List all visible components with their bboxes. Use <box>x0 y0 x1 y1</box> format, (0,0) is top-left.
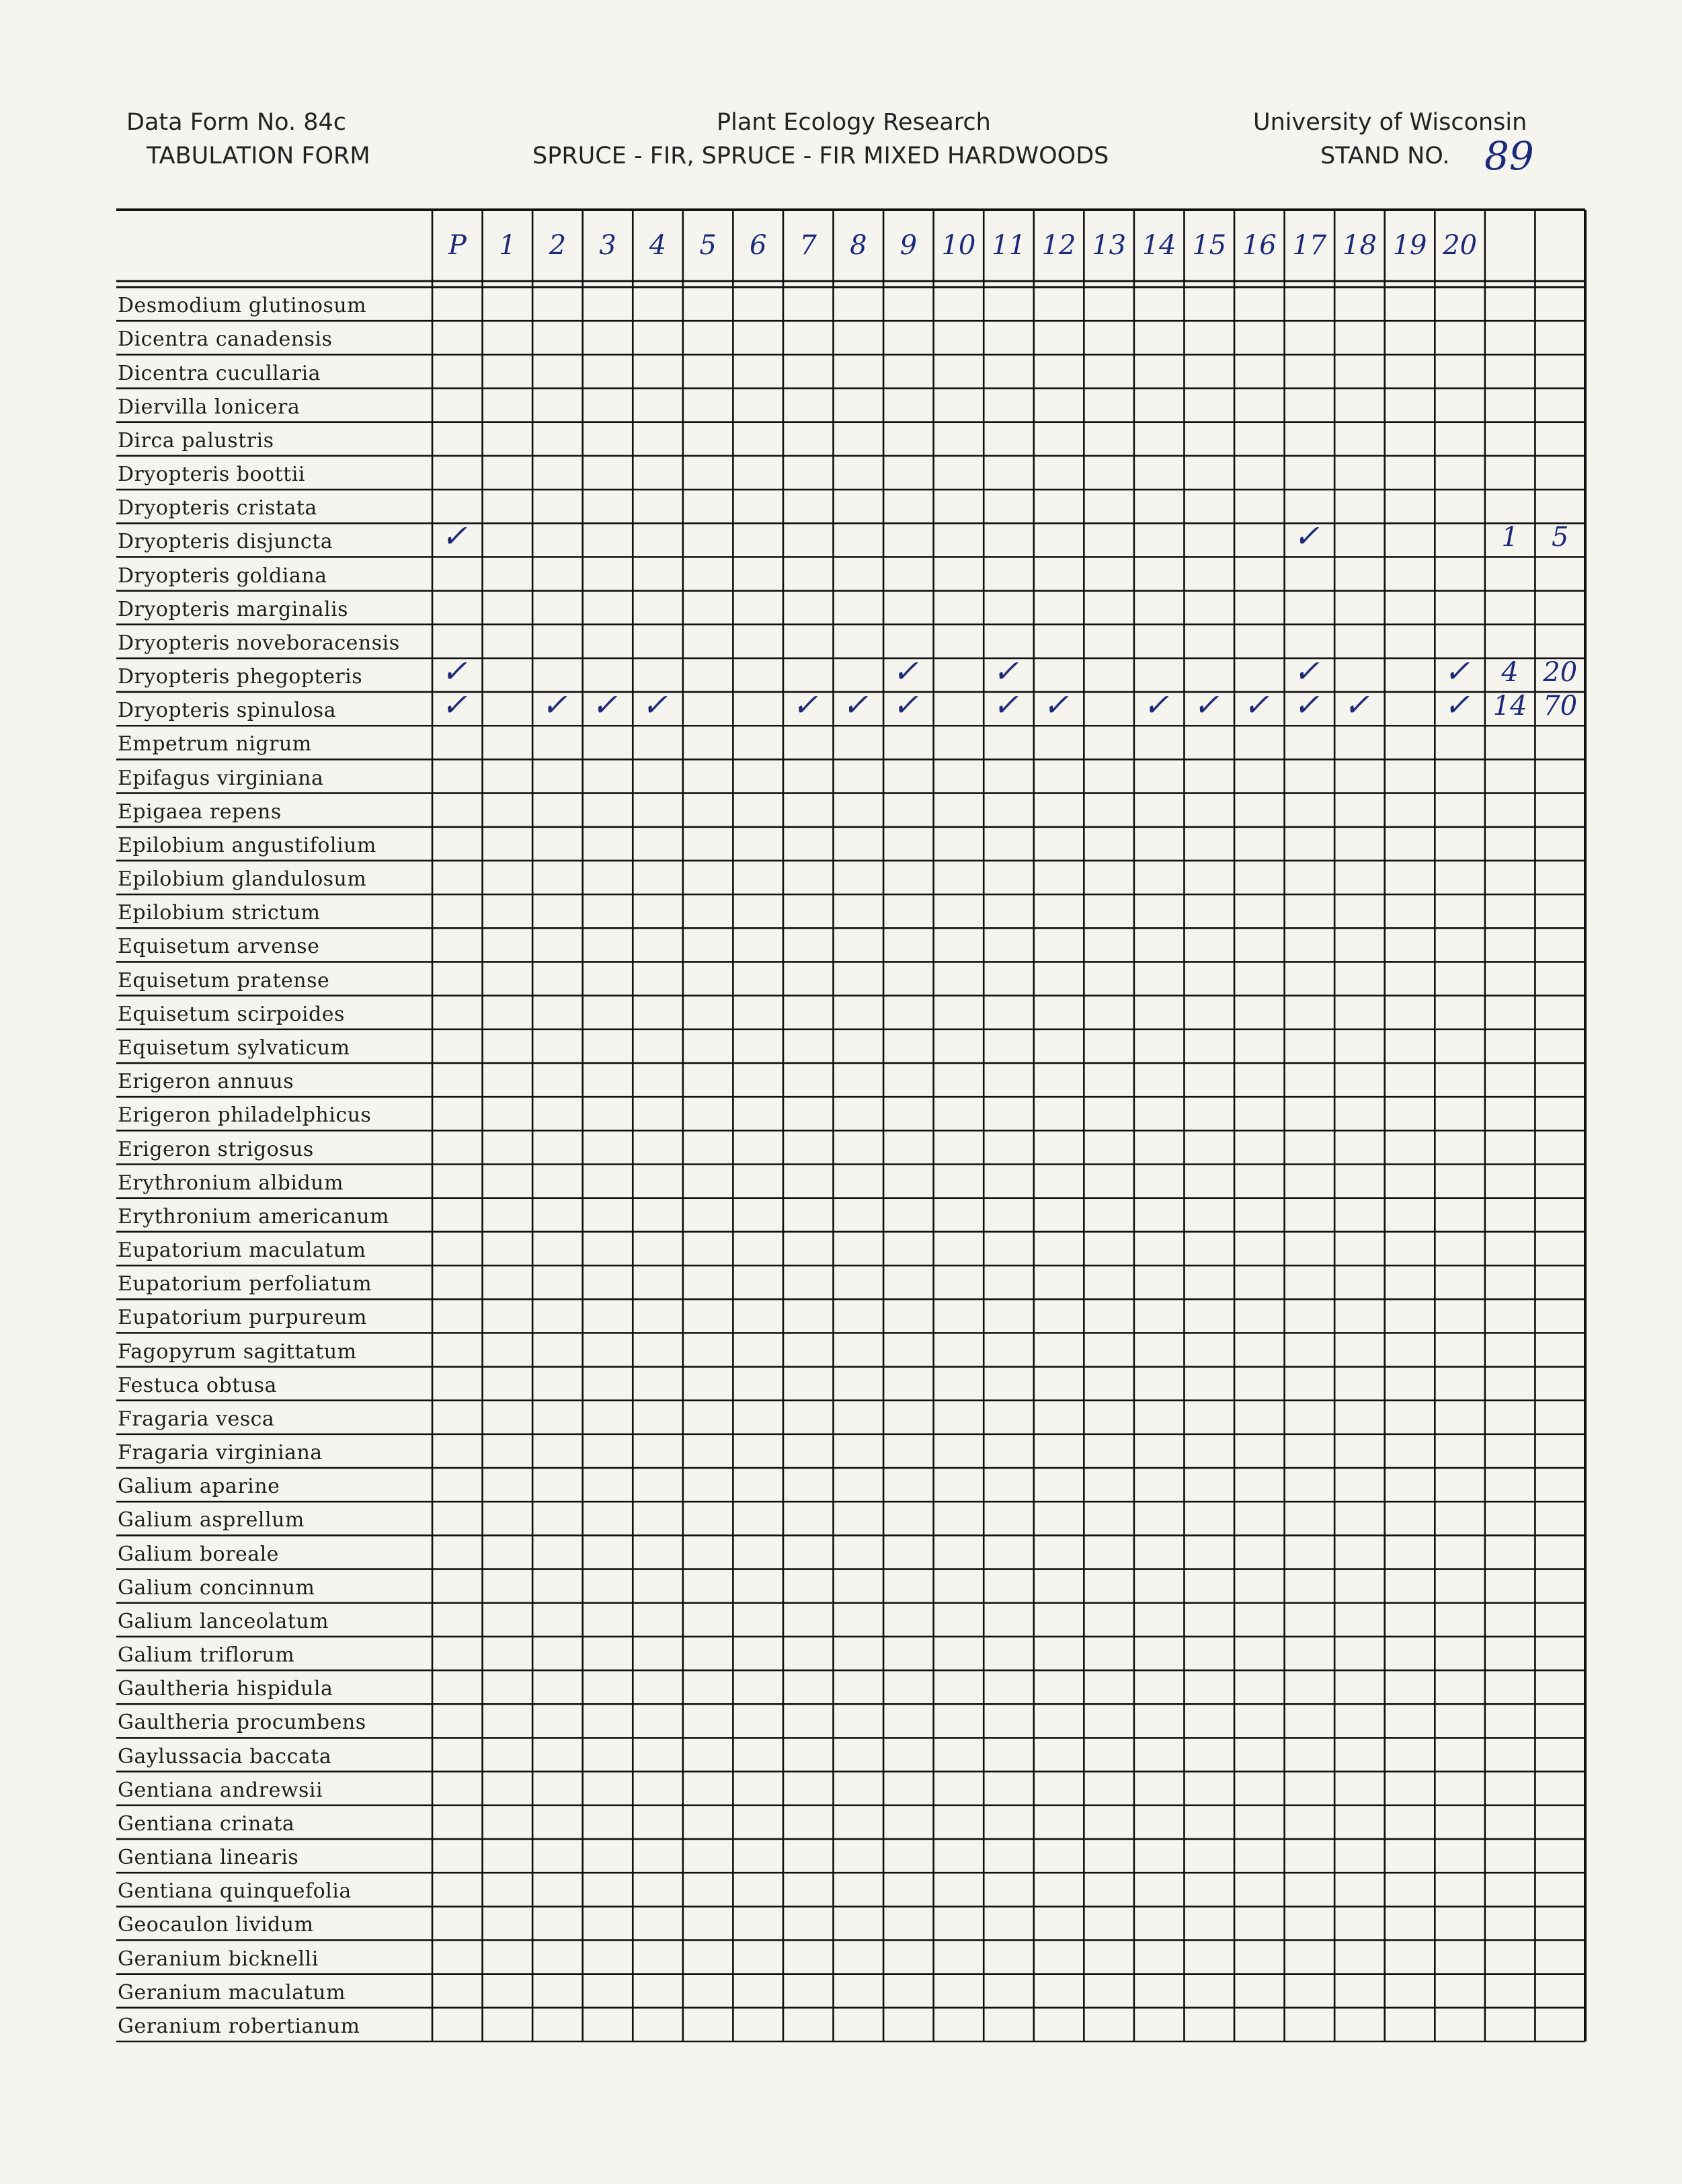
form-type: TABULATION FORM <box>147 143 370 169</box>
species-name: Galium aparine <box>118 1475 280 1499</box>
species-name: Eupatorium perfoliatum <box>118 1272 372 1296</box>
check-mark: ✓ <box>1193 687 1219 724</box>
species-name: Dryopteris cristata <box>118 496 317 520</box>
species-name: Geranium bicknelli <box>118 1947 319 1971</box>
project-title: Plant Ecology Research <box>717 109 991 136</box>
column-header: 19 <box>1392 230 1427 261</box>
check-mark: ✓ <box>892 687 919 724</box>
species-name: Gaylussacia baccata <box>118 1744 332 1768</box>
stand-number: 89 <box>1484 133 1534 179</box>
column-header: 8 <box>850 230 867 261</box>
check-mark: ✓ <box>641 687 668 724</box>
check-mark: ✓ <box>1443 687 1470 724</box>
check-mark: ✓ <box>1293 687 1320 724</box>
frequency-percent: 70 <box>1543 691 1578 722</box>
species-name: Gaultheria hispidula <box>118 1677 333 1701</box>
species-name: Epigaea repens <box>118 800 282 824</box>
check-mark: ✓ <box>1443 653 1470 690</box>
forest-type: SPRUCE - FIR, SPRUCE - FIR MIXED HARDWOODS <box>532 143 1109 169</box>
column-header: 13 <box>1092 230 1127 261</box>
species-name: Festuca obtusa <box>118 1373 277 1397</box>
species-name: Desmodium glutinosum <box>118 294 367 318</box>
column-header: 20 <box>1443 230 1478 261</box>
species-name: Epilobium angustifolium <box>118 833 376 857</box>
column-header: P <box>448 230 467 261</box>
species-name: Geranium maculatum <box>118 1980 346 2004</box>
column-header: 11 <box>992 230 1026 261</box>
frequency-percent: 5 <box>1551 522 1569 553</box>
check-mark: ✓ <box>1143 687 1169 724</box>
check-mark: ✓ <box>441 687 467 724</box>
column-header: 14 <box>1142 230 1176 261</box>
column-header: 1 <box>499 230 516 261</box>
species-name: Erythronium americanum <box>118 1204 389 1228</box>
check-mark: ✓ <box>541 687 568 724</box>
species-name: Fragaria vesca <box>118 1407 275 1431</box>
species-name: Epilobium glandulosum <box>118 867 367 892</box>
species-name: Equisetum scirpoides <box>118 1002 345 1026</box>
frequency-count: 4 <box>1501 657 1519 689</box>
column-header: 9 <box>899 230 918 261</box>
check-mark: ✓ <box>592 687 618 724</box>
species-name: Dryopteris disjuncta <box>118 530 333 554</box>
column-header: 4 <box>649 230 667 261</box>
species-name: Eupatorium purpureum <box>118 1306 367 1330</box>
species-name: Dicentra cucullaria <box>118 361 321 385</box>
frequency-count: 1 <box>1501 522 1519 553</box>
species-name: Dryopteris phegopteris <box>118 665 363 689</box>
species-name: Erythronium albidum <box>118 1171 344 1195</box>
check-mark: ✓ <box>892 653 919 690</box>
species-name: Gentiana andrewsii <box>118 1778 323 1802</box>
column-header: 12 <box>1041 230 1076 261</box>
species-name: Galium asprellum <box>118 1508 305 1532</box>
species-name: Fagopyrum sagittatum <box>118 1339 357 1364</box>
column-header: 7 <box>799 230 817 261</box>
species-name: Epifagus virginiana <box>118 766 324 790</box>
species-name: Dryopteris noveboracensis <box>118 631 400 655</box>
species-name: Dryopteris boottii <box>118 463 305 487</box>
species-name: Equisetum sylvaticum <box>118 1036 350 1060</box>
institution: University of Wisconsin <box>1253 109 1527 136</box>
check-mark: ✓ <box>1343 687 1370 724</box>
column-header: 16 <box>1242 230 1277 261</box>
species-name: Gentiana linearis <box>118 1846 299 1870</box>
species-name: Equisetum arvense <box>118 935 320 959</box>
check-mark: ✓ <box>1293 653 1320 690</box>
species-name: Diervilla lonicera <box>118 395 301 419</box>
species-name: Fragaria virginiana <box>118 1441 323 1465</box>
check-mark: ✓ <box>792 687 818 724</box>
species-name: Geocaulon lividum <box>118 1913 314 1937</box>
check-mark: ✓ <box>992 653 1019 690</box>
check-mark: ✓ <box>1243 687 1269 724</box>
species-name: Equisetum pratense <box>118 968 330 992</box>
column-header: 6 <box>749 230 767 261</box>
species-name: Eupatorium maculatum <box>118 1239 366 1263</box>
species-name: Dryopteris goldiana <box>118 563 327 588</box>
species-name: Galium triflorum <box>118 1643 295 1668</box>
species-name: Dryopteris marginalis <box>118 597 349 621</box>
frequency-percent: 20 <box>1543 657 1578 689</box>
species-name: Erigeron annuus <box>118 1070 294 1094</box>
species-name: Gentiana quinquefolia <box>118 1879 352 1904</box>
column-header: 5 <box>699 230 717 261</box>
column-header: 17 <box>1292 230 1327 261</box>
column-header: 3 <box>599 230 616 261</box>
check-mark: ✓ <box>441 518 467 555</box>
species-name: Empetrum nigrum <box>118 732 312 756</box>
column-header: 10 <box>941 230 976 261</box>
column-header: 15 <box>1192 230 1227 261</box>
column-header: 2 <box>549 230 567 261</box>
check-mark: ✓ <box>992 687 1019 724</box>
species-name: Galium lanceolatum <box>118 1609 329 1633</box>
check-mark: ✓ <box>1293 518 1320 555</box>
check-mark: ✓ <box>842 687 869 724</box>
form-number: Data Form No. 84c <box>126 109 346 136</box>
species-name: Dryopteris spinulosa <box>118 699 337 723</box>
species-name: Geranium robertianum <box>118 2015 360 2038</box>
species-name: Gaultheria procumbens <box>118 1711 366 1735</box>
species-name: Dirca palustris <box>118 428 274 453</box>
check-mark: ✓ <box>1043 687 1069 724</box>
species-name: Erigeron philadelphicus <box>118 1103 372 1128</box>
check-mark: ✓ <box>441 653 467 690</box>
species-name: Epilobium strictum <box>118 901 321 925</box>
species-name: Galium boreale <box>118 1542 279 1566</box>
species-name: Gentiana crinata <box>118 1811 295 1836</box>
frequency-count: 14 <box>1492 691 1527 722</box>
species-name: Galium concinnum <box>118 1575 315 1600</box>
stand-label: STAND NO. <box>1320 143 1450 169</box>
species-name: Erigeron strigosus <box>118 1137 314 1161</box>
species-name: Dicentra canadensis <box>118 327 333 352</box>
column-header: 18 <box>1343 230 1377 261</box>
